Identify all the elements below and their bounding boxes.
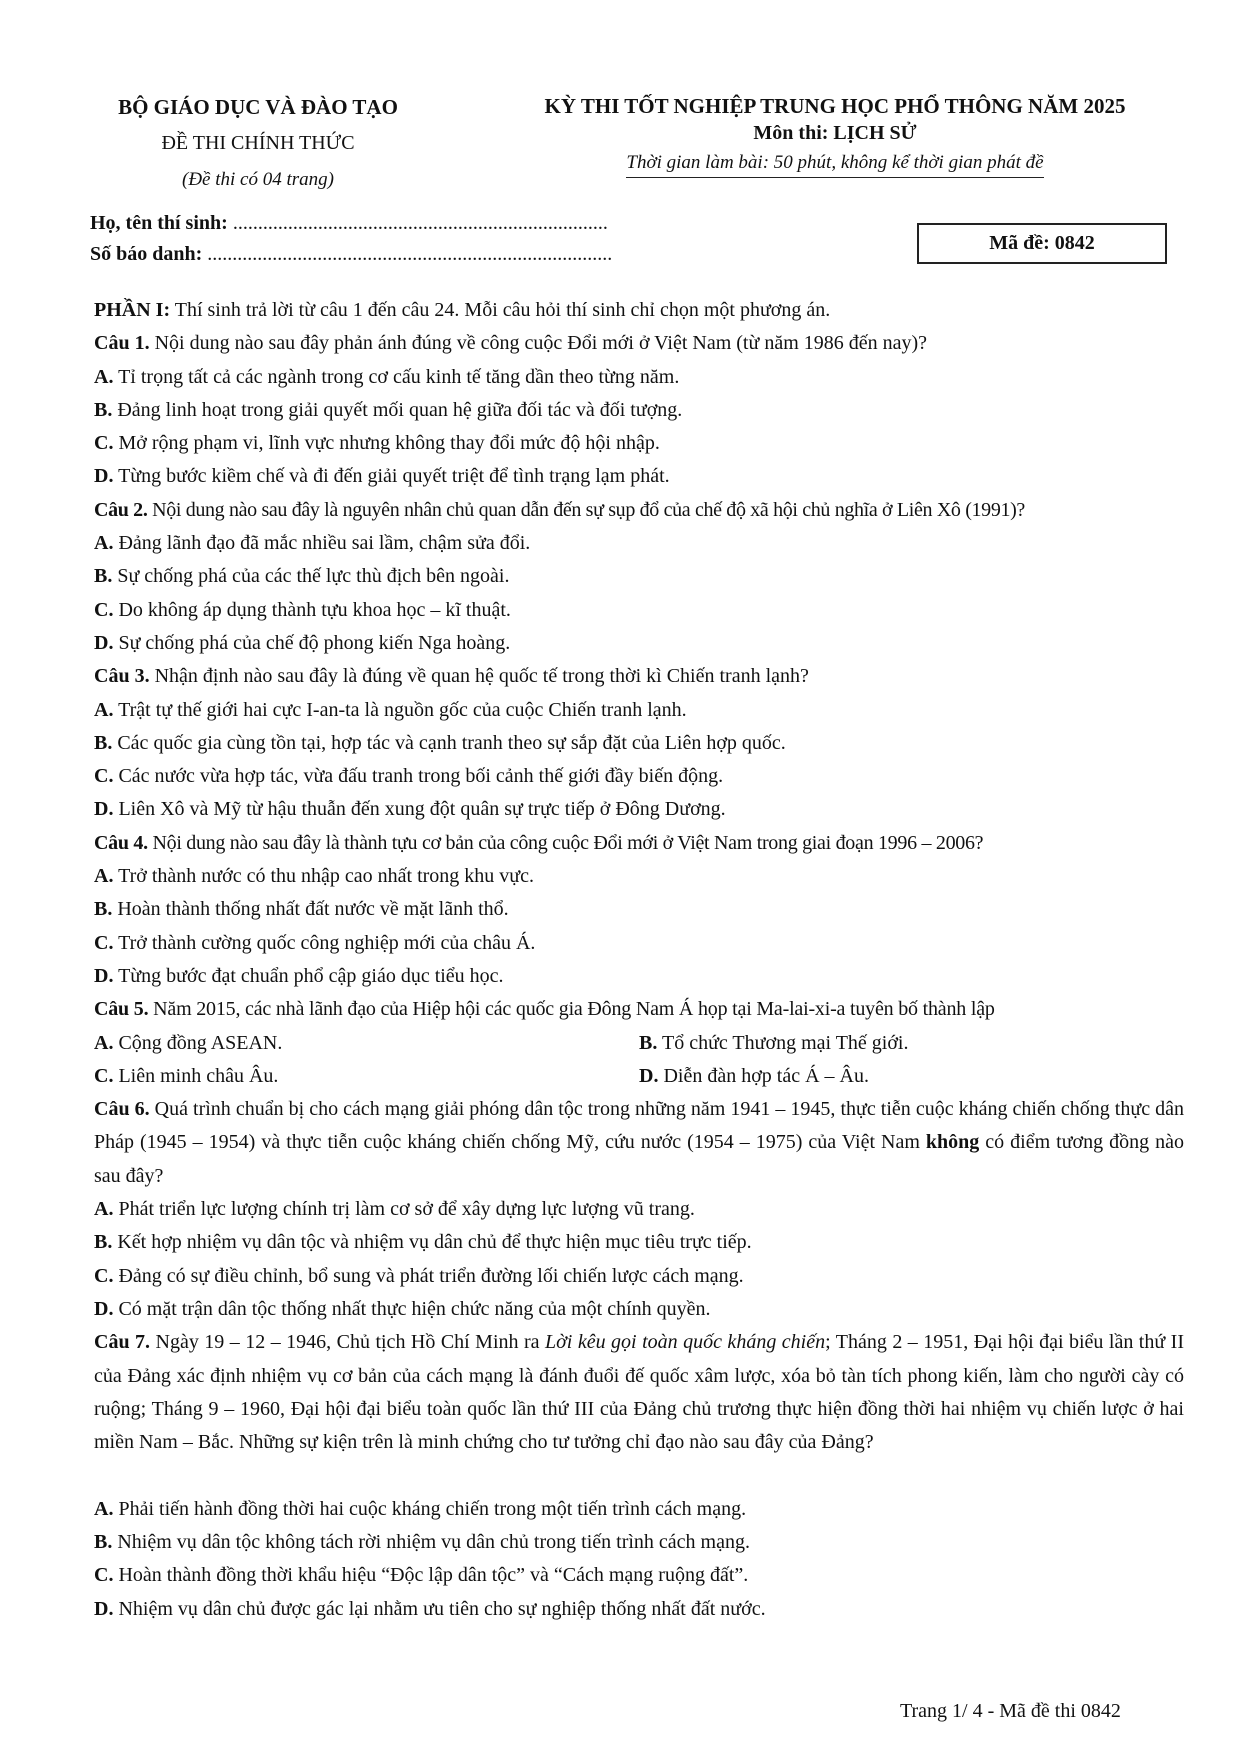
option-letter: C. [94, 1264, 114, 1287]
exam-duration: Thời gian làm bài: 50 phút, không kể thời gian phát đề [626, 150, 1043, 178]
candidate-id-field[interactable]: ................................................................................. [207, 243, 613, 265]
option[interactable] [94, 793, 1184, 826]
question-label: Câu 4. [94, 831, 148, 854]
option-letter: B. [94, 731, 113, 754]
option-text: Liên Xô và Mỹ từ hậu thuẫn đến xung đột quân sự trực tiếp ở Đông Dương. [113, 798, 726, 821]
question-text-end: ; Tháng 2 – 1951, Đại hội đại biểu lần thứ II của Đảng xác định nhiệm vụ cơ bản của cách mạng là đánh đuổi đế quốc xâm lược, xóa bỏ tàn tích phong kiến, làm cho người cày có ruộng; Tháng 9 – 1960, Đại hội đại biểu toàn quốc lần thứ III của Đảng chủ trương thực hiện đồng thời hai nhiệm vụ chiến lược ở hai miền Nam – Bắc. Những sự kiện trên là minh chứng cho tư tưởng chỉ đạo nào sau đây của Đảng? [94, 1331, 1184, 1454]
option[interactable] [94, 560, 1184, 593]
option-text: Trở thành nước có thu nhập cao nhất trong khu vực. [113, 865, 534, 888]
option[interactable] [94, 760, 1184, 793]
option-letter: D. [94, 798, 114, 821]
option[interactable] [94, 1193, 1184, 1226]
option[interactable] [94, 1060, 639, 1093]
option-text: Hoàn thành đồng thời khẩu hiệu “Độc lập dân tộc” và “Cách mạng ruộng đất”. [113, 1564, 749, 1587]
option-text: Từng bước kiềm chế và đi đến giải quyết triệt để tình trạng lạm phát. [113, 465, 670, 488]
option-letter: B. [94, 1531, 113, 1553]
candidate-name-field[interactable]: ........................................................................... [232, 212, 608, 234]
question-label: Câu 3. [94, 665, 150, 688]
option-text: Hoàn thành thống nhất đất nước về mặt lãnh thổ. [112, 898, 509, 921]
candidate-name-row [90, 212, 608, 235]
option-text: Kết hợp nhiệm vụ dân tộc và nhiệm vụ dân chủ để thực hiện mục tiêu trực tiếp. [112, 1231, 752, 1254]
option-row [94, 1027, 1184, 1060]
option-letter: C. [94, 1064, 114, 1087]
option[interactable] [94, 394, 1184, 427]
question-label: Câu 2. [94, 498, 148, 521]
question-label: Câu 6. [94, 1098, 150, 1121]
question-text: Ngày 19 – 12 – 1946, Chủ tịch Hồ Chí Minh ra [150, 1331, 545, 1354]
candidate-id-label: Số báo danh: [90, 243, 203, 265]
option-letter: C. [94, 931, 114, 954]
option[interactable] [639, 1027, 1184, 1060]
quoted-title: Lời kêu gọi toàn quốc kháng chiến [545, 1331, 826, 1354]
option-text: Nhiệm vụ dân chủ được gác lại nhằm ưu tiên cho sự nghiệp thống nhất đất nước. [113, 1597, 766, 1620]
question-stem [94, 1093, 1184, 1193]
option-text: Các quốc gia cùng tồn tại, hợp tác và cạnh tranh theo sự sắp đặt của Liên hợp quốc. [112, 731, 786, 754]
option-text: Cộng đồng ASEAN. [113, 1031, 283, 1054]
option-letter: A. [94, 1198, 114, 1221]
question-text: Nội dung nào sau đây là nguyên nhân chủ quan dẫn đến sự sụp đổ của chế độ xã hội chủ nghĩa ở Liên Xô (1991)? [147, 498, 1025, 521]
question-stem [94, 993, 1184, 1026]
option-text: Có mặt trận dân tộc thống nhất thực hiện chức năng của một chính quyền. [113, 1297, 711, 1320]
ministry-name: BỘ GIÁO DỤC VÀ ĐÀO TẠO [118, 95, 398, 119]
option-text: Do không áp dụng thành tựu khoa học – kĩ thuật. [113, 598, 511, 621]
option-row [94, 1060, 1184, 1093]
candidate-id-row [90, 243, 612, 266]
option-letter: C. [94, 765, 114, 788]
option-text: Tổ chức Thương mại Thế giới. [657, 1031, 909, 1054]
option[interactable] [94, 1226, 1184, 1259]
option-letter: C. [94, 1564, 114, 1587]
option[interactable] [94, 1526, 1184, 1559]
option-letter: C. [94, 432, 114, 455]
option[interactable] [94, 527, 1184, 560]
part1-title: PHẦN I: [94, 299, 171, 321]
option-letter: A. [94, 532, 114, 555]
option-letter: A. [94, 1497, 114, 1520]
option-letter: D. [94, 964, 114, 987]
option-letter: D. [639, 1064, 659, 1087]
option[interactable] [94, 960, 1184, 993]
official-label: ĐỀ THI CHÍNH THỨC [161, 132, 355, 154]
question-stem [94, 827, 1184, 860]
option[interactable] [639, 1060, 1184, 1093]
option[interactable] [94, 460, 1184, 493]
question-text-end: có điểm tương đồng nào sau đây? [94, 1131, 1184, 1187]
option[interactable] [94, 1293, 1184, 1326]
option-letter: A. [94, 365, 114, 388]
option-text: Từng bước đạt chuẩn phổ cập giáo dục tiểu học. [113, 964, 504, 987]
option-letter: D. [94, 631, 114, 654]
option-text: Diễn đàn hợp tác Á – Âu. [658, 1064, 869, 1087]
question-stem [94, 660, 1184, 693]
option[interactable] [94, 1027, 639, 1060]
option[interactable] [94, 427, 1184, 460]
option-text: Trật tự thế giới hai cực I-an-ta là nguồn gốc của cuộc Chiến tranh lạnh. [113, 698, 687, 721]
option-text: Phải tiến hành đồng thời hai cuộc kháng chiến trong một tiến trình cách mạng. [113, 1497, 747, 1520]
candidate-name-label: Họ, tên thí sinh: [90, 212, 228, 234]
option-letter: A. [94, 865, 114, 888]
page-count-note: (Đề thi có 04 trang) [182, 169, 334, 190]
option[interactable] [94, 727, 1184, 760]
question-text: Quá trình chuẩn bị cho cách mạng giải phóng dân tộc trong những năm 1941 – 1945, thực tiễn cuộc kháng chiến chống thực dân Pháp (1945 – 1954) và thực tiễn cuộc kháng chiến chống Mỹ, cứu nước (1954 – 1975) của Việt Nam [94, 1098, 1184, 1154]
question-stem [94, 1326, 1184, 1493]
option[interactable] [94, 927, 1184, 960]
option[interactable] [94, 1559, 1184, 1592]
option-letter: B. [94, 398, 113, 421]
option-text: Liên minh châu Âu. [113, 1064, 279, 1087]
option-letter: D. [94, 1597, 114, 1620]
option-text: Nhiệm vụ dân tộc không tách rời nhiệm vụ dân chủ trong tiến trình cách mạng. [112, 1531, 750, 1553]
option-letter: A. [94, 1031, 114, 1054]
option[interactable] [94, 1493, 1184, 1526]
option-text: Đảng lãnh đạo đã mắc nhiều sai lầm, chậm sửa đổi. [113, 532, 531, 555]
option[interactable] [94, 893, 1184, 926]
option[interactable] [94, 860, 1184, 893]
option-text: Đảng linh hoạt trong giải quyết mối quan hệ giữa đối tác và đối tượng. [112, 398, 683, 421]
option-letter: B. [94, 565, 113, 588]
option[interactable] [94, 1260, 1184, 1293]
question-stem [94, 327, 1184, 360]
question-text: Năm 2015, các nhà lãnh đạo của Hiệp hội các quốc gia Đông Nam Á họp tại Ma-lai-xi-a tuyên bố thành lập [148, 998, 995, 1021]
option-text: Mở rộng phạm vi, lĩnh vực nhưng không thay đổi mức độ hội nhập. [113, 432, 660, 455]
option[interactable] [94, 627, 1184, 660]
question-label: Câu 5. [94, 998, 149, 1021]
question-text: Nhận định nào sau đây là đúng về quan hệ quốc tế trong thời kì Chiến tranh lạnh? [149, 665, 809, 688]
exam-content [94, 294, 1184, 1626]
header-right [490, 92, 1180, 178]
option[interactable] [94, 361, 1184, 394]
option[interactable] [94, 694, 1184, 727]
part1-instruction-text: Thí sinh trả lời từ câu 1 đến câu 24. Mỗi câu hỏi thí sinh chỉ chọn một phương án. [170, 299, 831, 321]
option-letter: D. [94, 1297, 114, 1320]
option-text: Sự chống phá của các thế lực thù địch bên ngoài. [112, 565, 510, 588]
option-text: Sự chống phá của chế độ phong kiến Nga hoàng. [113, 631, 511, 654]
option-letter: C. [94, 598, 114, 621]
part1-instruction [94, 294, 1184, 327]
header-left [78, 92, 438, 194]
exam-code-box: Mã đề: 0842 [917, 223, 1167, 264]
option-letter: B. [639, 1031, 658, 1054]
question-text: Nội dung nào sau đây là thành tựu cơ bản của công cuộc Đổi mới ở Việt Nam trong giai đoạn 1996 – 2006? [147, 831, 984, 854]
page-footer: Trang 1/ 4 - Mã đề thi 0842 [900, 1700, 1121, 1722]
option-text: Tỉ trọng tất cả các ngành trong cơ cấu kinh tế tăng dần theo từng năm. [113, 365, 680, 388]
exam-title: KỲ THI TỐT NGHIỆP TRUNG HỌC PHỔ THÔNG NĂM 2025 [544, 94, 1126, 118]
option-text: Đảng có sự điều chỉnh, bổ sung và phát triển đường lối chiến lược cách mạng. [113, 1264, 744, 1287]
option-letter: B. [94, 1231, 113, 1254]
exam-subject: Môn thi: LỊCH SỬ [753, 122, 917, 144]
option-text: Trở thành cường quốc công nghiệp mới của châu Á. [113, 931, 536, 954]
option-letter: B. [94, 898, 113, 921]
option-letter: D. [94, 465, 114, 488]
question-stem [94, 494, 1184, 527]
option[interactable] [94, 594, 1184, 627]
option-letter: A. [94, 698, 114, 721]
option[interactable] [94, 1593, 1184, 1626]
question-label: Câu 7. [94, 1331, 151, 1354]
question-text: Nội dung nào sau đây phản ánh đúng về công cuộc Đổi mới ở Việt Nam (từ năm 1986 đến nay)? [149, 332, 928, 355]
question-label: Câu 1. [94, 332, 150, 355]
question-emphasis: không [925, 1131, 980, 1154]
option-text: Phát triển lực lượng chính trị làm cơ sở để xây dựng lực lượng vũ trang. [113, 1198, 695, 1221]
option-text: Các nước vừa hợp tác, vừa đấu tranh trong bối cảnh thế giới đầy biến động. [113, 765, 724, 788]
